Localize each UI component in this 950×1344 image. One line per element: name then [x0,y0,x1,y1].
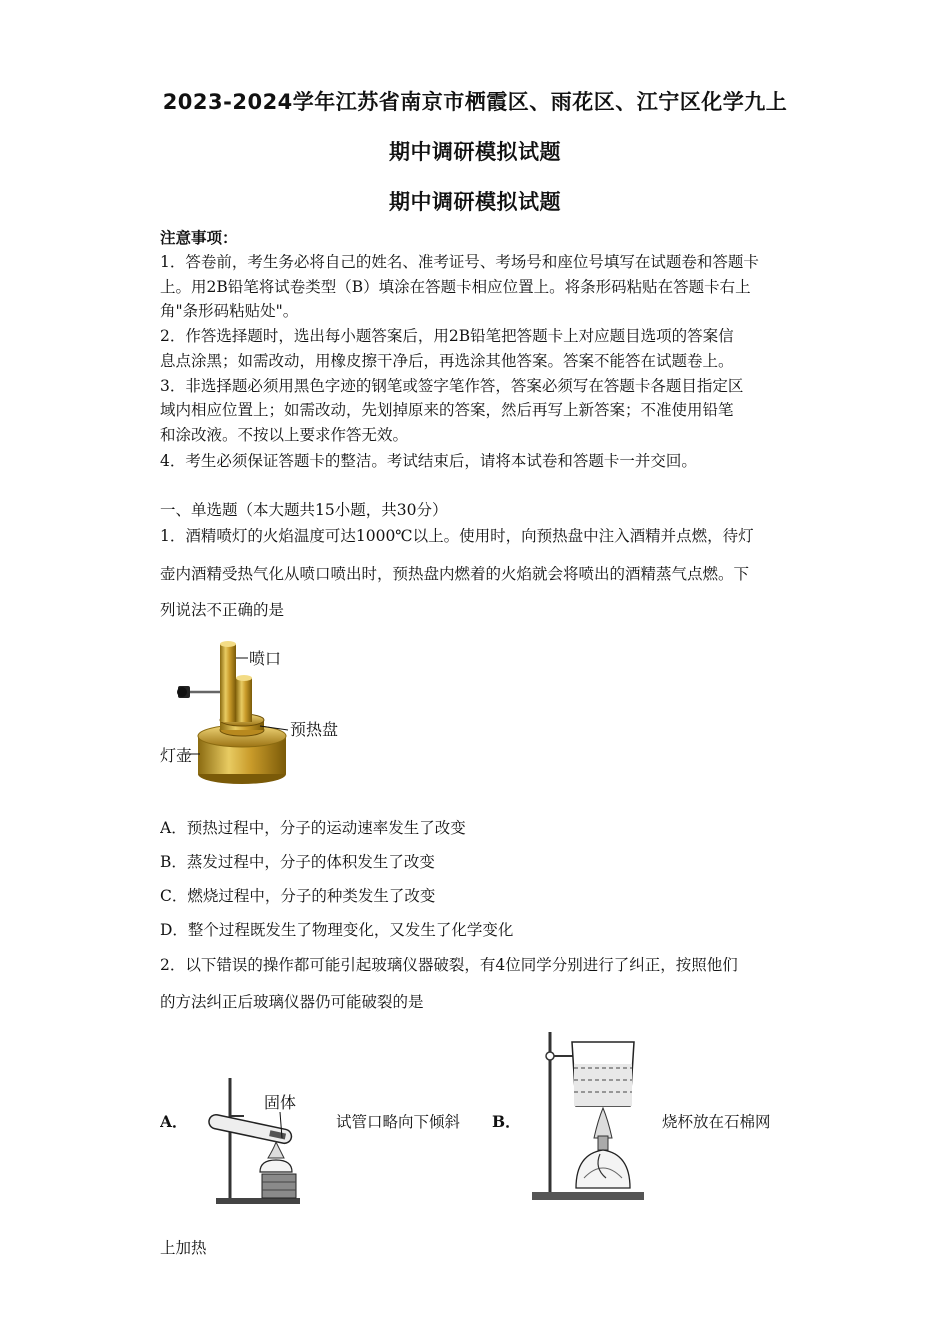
notice-line: 和涂改液。不按以上要求作答无效。 [160,426,409,444]
notice-line: 域内相应位置上；如需改动，先划掉原来的答案，然后再写上新答案；不准使用铅笔 [160,401,734,419]
alcohol-lamp-figure [160,636,360,794]
notice-line: 3．非选择题必须用黑色字迹的钢笔或签字笔作答，答案必须写在答题卡各题目指定区 [160,377,744,395]
question-2-line: 的方法纠正后玻璃仪器仍可能破裂的是 [160,993,424,1011]
preheat-tray-label: 预热盘 [290,720,339,739]
question-1-line: 列说法不正确的是 [160,601,285,619]
q2-option-b-continuation: 上加热 [160,1239,207,1257]
notice-line: 上。用2B铅笔将试卷类型（B）填涂在答题卡相应位置上。将条形码粘贴在答题卡右上 [160,278,751,296]
question-2-line: 2．以下错误的操作都可能引起玻璃仪器破裂，有4位同学分别进行了纠正，按照他们 [160,956,738,974]
exam-title-line2: 期中调研模拟试题 [389,140,561,164]
q2-option-a-text: 试管口略向下倾斜 [336,1113,461,1131]
solid-label: 固体 [264,1093,297,1112]
test-tube-heating-figure [200,1072,320,1210]
question-1-line: 壶内酒精受热气化从喷口喷出时，预热盘内燃着的火焰就会将喷出的酒精蒸气点燃。下 [160,565,750,583]
option-a: A．预热过程中，分子的运动速率发生了改变 [160,819,466,837]
notice-line: 息点涂黑；如需改动，用橡皮擦干净后，再选涂其他答案。答案不能答在试题卷上。 [160,352,734,370]
q2-option-a-letter: A． [160,1112,188,1131]
question-1-line: 1．酒精喷灯的火焰温度可达1000℃以上。使用时，向预热盘中注入酒精并点燃，待灯 [160,527,754,545]
option-c: C．燃烧过程中，分子的种类发生了改变 [160,887,436,905]
notice-line: 2．作答选择题时，选出每小题答案后，用2B铅笔把答题卡上对应题目选项的答案信 [160,327,734,345]
exam-title-line1: 2023-2024学年江苏省南京市栖霞区、雨花区、江宁区化学九上 [162,90,788,114]
beaker-heating-figure [524,1028,652,1206]
notice-line: 4．考生必须保证答题卡的整洁。考试结束后，请将本试卷和答题卡一并交回。 [160,452,697,470]
notice-line: 1．答卷前，考生务必将自己的姓名、准考证号、考场号和座位号填写在试题卷和答题卡 [160,253,759,271]
section-heading: 一、单选题（本大题共15小题，共30分） [160,501,448,519]
option-d: D．整个过程既发生了物理变化，又发生了化学变化 [160,921,514,939]
nozzle-label: 喷口 [249,649,282,668]
q2-option-b-text: 烧杯放在石棉网 [662,1113,771,1131]
exam-title-line3: 期中调研模拟试题 [389,190,561,214]
notice-heading: 注意事项： [160,228,238,247]
lamp-pot-label: 灯壶 [160,746,193,765]
q2-option-b-letter: B． [492,1112,521,1131]
option-b: B．蒸发过程中，分子的体积发生了改变 [160,853,435,871]
notice-line: 角"条形码粘贴处"。 [160,302,299,320]
